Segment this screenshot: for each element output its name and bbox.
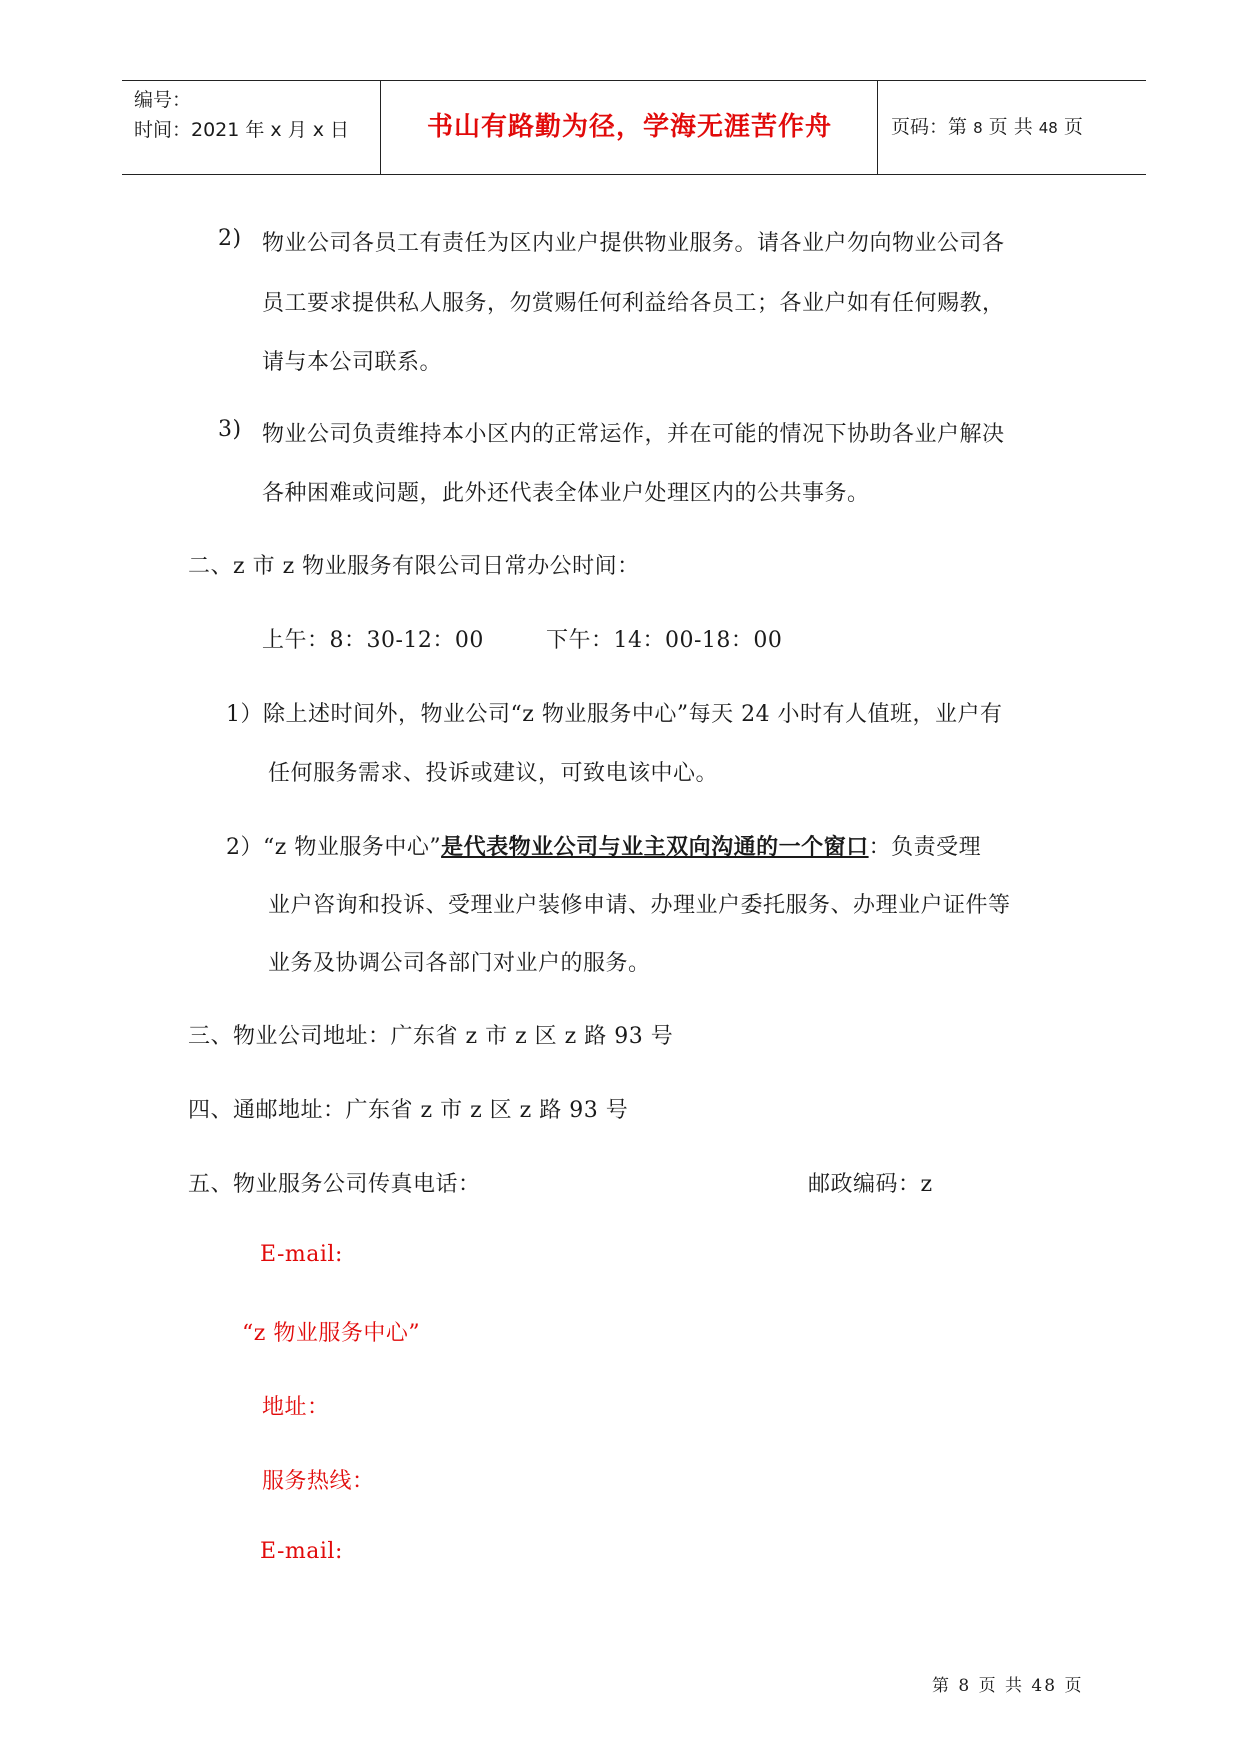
header-page-current: 8 <box>973 119 983 137</box>
header-page-prefix: 页码：第 <box>891 116 968 138</box>
header-page-mid: 页 共 <box>988 116 1033 138</box>
service-center-name: “z 物业服务中心” <box>242 1321 421 1346</box>
header-time: 时间：2021 年 x 月 x 日 <box>134 119 350 141</box>
section-5-fax: 五、物业服务公司传真电话： <box>188 1172 481 1197</box>
email-label-2: E-mail: <box>260 1539 343 1564</box>
item-2-line-2: 业户咨询和投诉、受理业户装修申请、办理业户委托服务、办理业户证件等 <box>268 893 1011 918</box>
page-header <box>122 80 1146 175</box>
page-footer: 第 8 页 共 48 页 <box>932 1676 1084 1696</box>
paragraph-3-line-2: 各种困难或问题，此外还代表全体业户处理区内的公共事务。 <box>262 481 870 506</box>
paragraph-2-line-3: 请与本公司联系。 <box>262 350 443 375</box>
section-4-mailing-address: 四、通邮地址：广东省 z 市 z 区 z 路 93 号 <box>188 1098 629 1123</box>
paragraph-2-line-2: 员工要求提供私人服务，勿赏赐任何利益给各员工；各业户如有任何赐教， <box>262 291 1005 316</box>
item-number-3: 3) <box>218 417 242 442</box>
header-page-info <box>879 81 1083 174</box>
paragraph-3-line-1: 物业公司负责维持本小区内的正常运作，并在可能的情况下协助各业户解决 <box>262 422 1005 447</box>
header-number-label: 编号： <box>134 89 192 111</box>
header-divider-left <box>380 81 381 174</box>
section-2-title: 二、z 市 z 物业服务有限公司日常办公时间： <box>188 554 640 579</box>
header-motto: 书山有路勤为径，学海无涯苦作舟 <box>426 112 832 142</box>
header-page-total: 48 <box>1038 119 1058 137</box>
address-label: 地址： <box>262 1395 330 1420</box>
item-2-prefix: 2）“z 物业服务中心” <box>226 835 442 860</box>
office-hours-morning: 上午：8：30-12：00 <box>262 628 484 653</box>
header-meta <box>134 85 349 145</box>
item-2-line-3: 业务及协调公司各部门对业户的服务。 <box>268 951 651 976</box>
paragraph-2-line-1: 物业公司各员工有责任为区内业户提供物业服务。请各业户勿向物业公司各 <box>262 231 1005 256</box>
section-5-postcode: 邮政编码：z <box>808 1172 933 1197</box>
email-label-1: E-mail: <box>260 1242 343 1267</box>
office-hours-afternoon: 下午：14：00-18：00 <box>546 628 783 653</box>
hotline-label: 服务热线： <box>262 1469 375 1494</box>
item-2-line-1 <box>226 830 981 861</box>
item-number-2: 2) <box>218 226 242 251</box>
item-1-line-2: 任何服务需求、投诉或建议，可致电该中心。 <box>268 761 719 786</box>
section-3-address: 三、物业公司地址：广东省 z 市 z 区 z 路 93 号 <box>188 1024 674 1049</box>
item-2-emphasis: 是代表物业公司与业主双向沟通的一个窗口 <box>441 835 869 860</box>
header-page-suffix: 页 <box>1063 116 1083 138</box>
item-2-suffix: ：负责受理 <box>868 835 982 860</box>
item-1-line-1: 1）除上述时间外，物业公司“z 物业服务中心”每天 24 小时有人值班，业户有 <box>226 702 1003 727</box>
header-divider-right <box>877 81 878 174</box>
